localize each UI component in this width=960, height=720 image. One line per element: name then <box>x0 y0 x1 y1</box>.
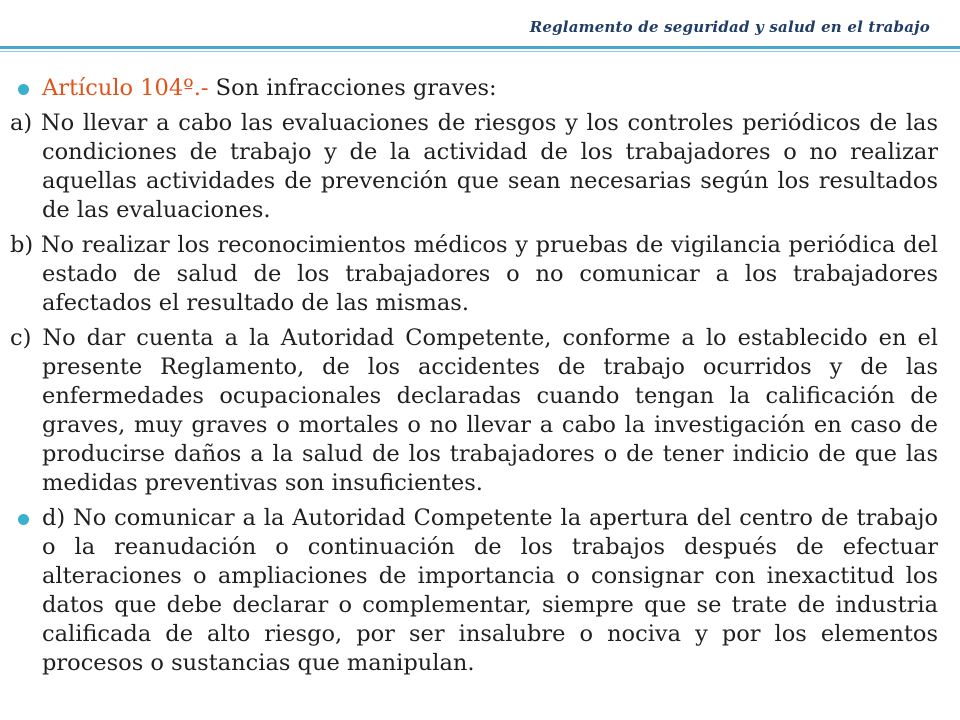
slide-body <box>10 74 938 684</box>
item-d-text: d) No comunicar a la Autoridad Competente la apertura del centro de trabajo o la reanudación o continuación de los trabajos después de efectuar alteraciones o ampliaciones de importancia o consignar con inexactitud los datos que debe declarar o complementar, siempre que se trate de industria calificada de alto riesgo, por ser insalubre o nociva y por los elementos procesos o sustancias que manipulan. <box>42 505 938 676</box>
slide-header <box>0 0 960 50</box>
article-intro: Son infracciones graves: <box>208 75 497 101</box>
bullet-icon <box>18 84 29 95</box>
article-label: Artículo 104º.- <box>42 75 209 101</box>
header-title: Reglamento de seguridad y salud en el trabajo <box>529 18 930 36</box>
header-divider-thin <box>0 51 960 52</box>
item-c: c) No dar cuenta a la Autoridad Competente, conforme a lo establecido en el presente Reglamento, de los accidentes de trabajo ocurridos y de las enfermedades ocupacionales declaradas cuando tengan la calificación de graves, muy graves o mortales o no llevar a cabo la investigación en caso de producirse daños a la salud de los trabajadores o de tener indicio de que las medidas preventivas son insuficientes. <box>10 325 938 496</box>
article-heading-paragraph <box>10 74 938 103</box>
header-divider <box>0 46 960 49</box>
item-a: a) No llevar a cabo las evaluaciones de riesgos y los controles periódicos de las condiciones de trabajo y de la actividad de los trabajadores o no realizar aquellas actividades de prevención que sean necesarias según los resultados de las evaluaciones. <box>10 110 938 223</box>
item-d <box>10 504 938 678</box>
bullet-icon <box>18 514 29 525</box>
item-b: b) No realizar los reconocimientos médicos y pruebas de vigilancia periódica del estado de salud de los trabajadores o no comunicar a los trabajadores afectados el resultado de las mismas. <box>10 232 938 316</box>
